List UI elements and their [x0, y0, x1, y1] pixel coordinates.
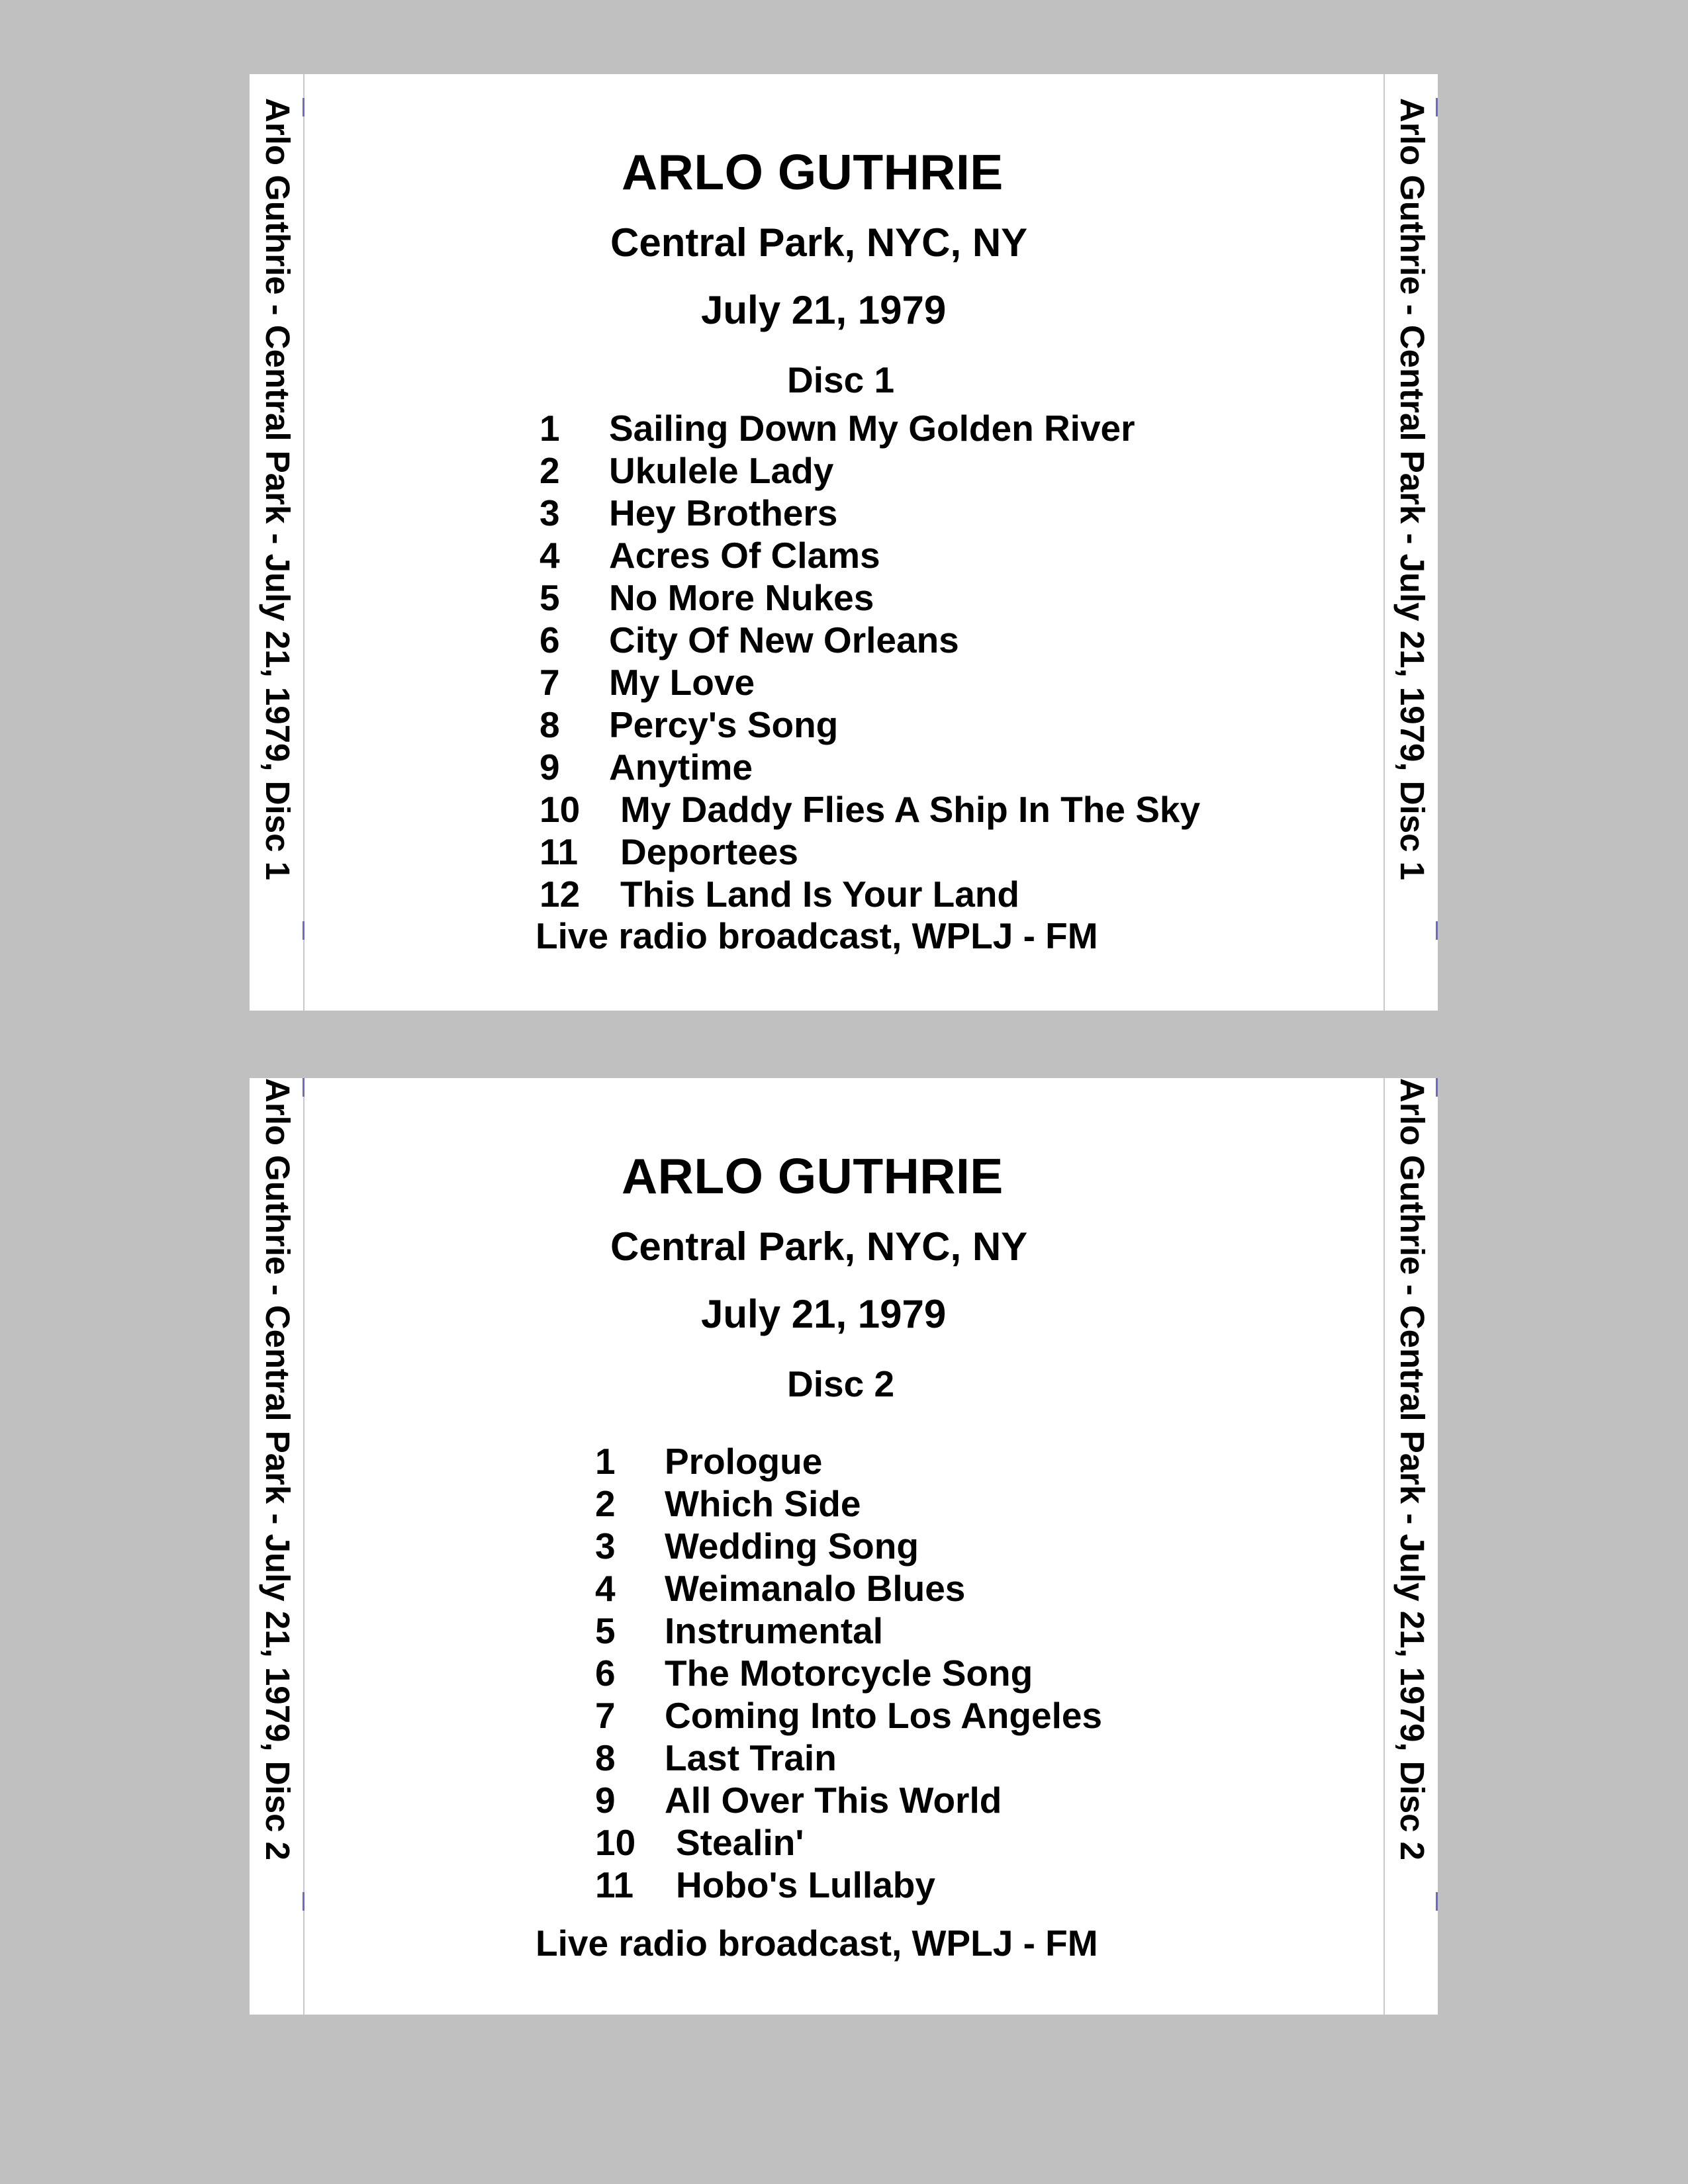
track-list: [595, 1440, 1102, 1906]
track-number: 1: [595, 1441, 616, 1482]
track-title: The Motorcycle Song: [665, 1653, 1033, 1694]
track-number: 3: [595, 1525, 616, 1567]
track-number: 7: [595, 1695, 616, 1736]
track-number: 11: [539, 831, 579, 872]
list-item: [595, 1610, 1102, 1652]
spine-text: Arlo Guthrie - Central Park - July 21, 1979, Disc 1: [259, 98, 297, 880]
spine-right: [1384, 74, 1438, 1011]
list-item: [539, 704, 1200, 746]
track-title: Stealin': [676, 1822, 804, 1863]
track-number: 12: [539, 874, 581, 915]
cd-insert-disc-1: [250, 74, 1438, 1011]
list-item: [595, 1864, 1102, 1906]
track-title: Hobo's Lullaby: [676, 1864, 935, 1905]
fold-line-left: [303, 74, 305, 1011]
spine-left: [250, 1078, 303, 2015]
list-item: [539, 831, 1200, 873]
track-title: Which Side: [665, 1483, 861, 1524]
list-item: [595, 1821, 1102, 1864]
spine-right: [1384, 1078, 1438, 2015]
concert-date: July 21, 1979: [701, 288, 947, 332]
track-title: My Love: [609, 662, 755, 703]
disc-label: Disc 1: [787, 359, 895, 400]
spine-text: Arlo Guthrie - Central Park - July 21, 1979, Disc 1: [1393, 98, 1431, 880]
fold-line-left: [303, 1078, 305, 2015]
track-number: 2: [595, 1483, 616, 1524]
track-title: Sailing Down My Golden River: [609, 408, 1135, 449]
list-item: [595, 1525, 1102, 1567]
list-item: [595, 1652, 1102, 1694]
list-item: [539, 534, 1200, 576]
list-item: [539, 788, 1200, 831]
track-title: Ukulele Lady: [609, 450, 834, 491]
track-number: 4: [539, 535, 560, 576]
track-number: 9: [539, 747, 560, 788]
track-number: 10: [539, 789, 581, 830]
track-title: Weimanalo Blues: [665, 1568, 966, 1609]
track-number: 9: [595, 1780, 616, 1821]
spine-text: Arlo Guthrie - Central Park - July 21, 1979, Disc 2: [1393, 1078, 1431, 1860]
track-number: 8: [539, 704, 560, 745]
track-title: Anytime: [609, 747, 753, 788]
track-title: Percy's Song: [609, 704, 839, 745]
track-number: 11: [595, 1864, 634, 1905]
track-number: 6: [595, 1653, 616, 1694]
track-title: Acres Of Clams: [609, 535, 880, 576]
track-number: 7: [539, 662, 560, 703]
cd-insert-disc-2: [250, 1078, 1438, 2015]
track-title: My Daddy Flies A Ship In The Sky: [620, 789, 1201, 830]
list-item: [595, 1779, 1102, 1821]
track-title: Coming Into Los Angeles: [665, 1695, 1103, 1736]
list-item: [539, 407, 1200, 449]
track-number: 8: [595, 1737, 616, 1778]
list-item: [539, 449, 1200, 492]
list-item: [539, 661, 1200, 704]
venue: Central Park, NYC, NY: [610, 1224, 1028, 1269]
list-item: [539, 746, 1200, 788]
track-number: 10: [595, 1822, 636, 1863]
list-item: [595, 1737, 1102, 1779]
list-item: [595, 1440, 1102, 1482]
broadcast-note: Live radio broadcast, WPLJ - FM: [536, 915, 1098, 956]
track-title: Last Train: [665, 1737, 837, 1778]
venue: Central Park, NYC, NY: [610, 220, 1028, 265]
track-number: 3: [539, 492, 560, 533]
track-title: This Land Is Your Land: [620, 874, 1020, 915]
track-list: [539, 407, 1200, 915]
concert-date: July 21, 1979: [701, 1292, 947, 1336]
track-title: All Over This World: [665, 1780, 1002, 1821]
spine-left: [250, 74, 303, 1011]
track-title: City Of New Orleans: [609, 619, 959, 660]
track-title: Hey Brothers: [609, 492, 838, 533]
track-number: 6: [539, 619, 560, 660]
list-item: [595, 1482, 1102, 1525]
track-title: Wedding Song: [665, 1525, 919, 1567]
track-title: Instrumental: [665, 1610, 884, 1651]
list-item: [539, 576, 1200, 619]
track-number: 1: [539, 408, 560, 449]
track-title: No More Nukes: [609, 577, 874, 618]
broadcast-note: Live radio broadcast, WPLJ - FM: [536, 1923, 1098, 1964]
list-item: [539, 873, 1200, 915]
track-number: 5: [539, 577, 560, 618]
list-item: [539, 619, 1200, 661]
list-item: [539, 492, 1200, 534]
list-item: [595, 1694, 1102, 1737]
track-number: 5: [595, 1610, 616, 1651]
track-number: 2: [539, 450, 560, 491]
disc-label: Disc 2: [787, 1363, 895, 1404]
artist-title: ARLO GUTHRIE: [622, 144, 1004, 200]
list-item: [595, 1567, 1102, 1610]
spine-text: Arlo Guthrie - Central Park - July 21, 1979, Disc 2: [259, 1078, 297, 1860]
artist-title: ARLO GUTHRIE: [622, 1148, 1004, 1204]
track-title: Deportees: [620, 831, 798, 872]
track-title: Prologue: [665, 1441, 823, 1482]
track-number: 4: [595, 1568, 616, 1609]
